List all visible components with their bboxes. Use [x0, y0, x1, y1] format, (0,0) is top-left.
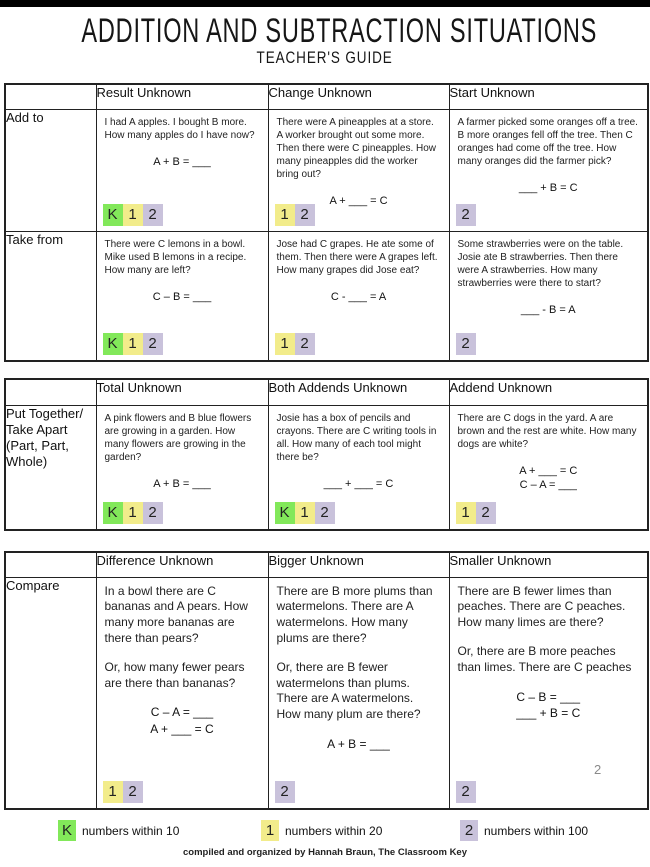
legend-item-2	[460, 820, 588, 841]
legend-label-1: numbers within 20	[285, 823, 383, 838]
cell-takefrom-start	[449, 231, 648, 361]
column-header-result-unknown: Result Unknown	[96, 84, 268, 109]
table-add-take	[4, 83, 649, 362]
grade-badges	[275, 204, 315, 226]
column-header-both-addends-unknown: Both Addends Unknown	[268, 379, 449, 405]
formula-block	[450, 181, 648, 196]
table-row-put-together	[5, 405, 648, 530]
row-label-put-together: Put Together/ Take Apart (Part, Part, Whole)	[5, 405, 96, 530]
problem-text: A pink flowers and B blue flowers are growing in a garden. How many flowers are growing in the garden?	[104, 412, 252, 463]
column-header-difference-unknown: Difference Unknown	[96, 552, 268, 577]
grade-badge-2: 2	[143, 502, 163, 524]
formula: ___ + B = C	[518, 181, 578, 194]
formula: A + B = ___	[153, 477, 211, 490]
formula: A + ___ = C	[519, 464, 578, 477]
table-row-take-from	[5, 231, 648, 361]
table-header-row	[5, 552, 648, 577]
problem-text: There are B fewer limes than peaches. There are C peaches. How many limes are there?	[457, 583, 626, 630]
table-put-together	[4, 378, 649, 531]
formula-block	[450, 303, 648, 318]
grade-badges	[275, 781, 295, 803]
formula: A + B = ___	[327, 737, 390, 752]
grade-badges	[103, 502, 163, 524]
row-label-take-from: Take from	[5, 231, 96, 361]
footer-credit: compiled and organized by Hannah Braun, The Classroom Key	[183, 847, 467, 858]
grade-badge-k: K	[103, 204, 123, 226]
column-header-bigger-unknown: Bigger Unknown	[268, 552, 449, 577]
grade-badge-2: 2	[295, 204, 315, 226]
formula-block	[450, 689, 648, 721]
subtitle-wrap	[0, 49, 650, 67]
problem-text: Jose had C grapes. He ate some of them. Then there were A grapes left. How many grapes did Jose eat?	[276, 238, 438, 276]
cell-puttogether-both-addends	[268, 405, 449, 530]
table-header-row	[5, 84, 648, 109]
grade-badges	[103, 333, 163, 355]
grade-badge-k: K	[275, 502, 295, 524]
cell-puttogether-total	[96, 405, 268, 530]
problem-text: There were A pineapples at a store. A worker brought out some more. Then there were C pineapples. How many pineapples did the worker bring out?	[276, 116, 437, 180]
column-header-addend-unknown: Addend Unknown	[449, 379, 648, 405]
grade-badges	[275, 333, 315, 355]
table-row-add-to	[5, 109, 648, 231]
grade-badge-2: 2	[456, 781, 476, 803]
formula: ___ - B = A	[520, 303, 576, 316]
legend-badge-1: 1	[261, 820, 279, 841]
column-header-change-unknown: Change Unknown	[268, 84, 449, 109]
table-compare	[4, 551, 649, 810]
title-wrap	[0, 11, 650, 50]
formula: C – A = ___	[150, 705, 214, 720]
problem-text: There are B more plums than watermelons. There are A watermelons. How many plums are there?	[276, 583, 433, 645]
cell-addto-start	[449, 109, 648, 231]
grade-badge-1: 1	[275, 204, 295, 226]
page-number: 2	[594, 762, 602, 777]
grade-badge-2: 2	[143, 333, 163, 355]
grade-badge-1: 1	[123, 502, 143, 524]
formula: C – A = ___	[519, 479, 577, 492]
formula-block	[97, 155, 268, 170]
formula: C – B = ___	[516, 689, 581, 704]
formula: ___ + B = C	[516, 705, 581, 720]
grade-badge-2: 2	[456, 333, 476, 355]
grade-badge-2: 2	[143, 204, 163, 226]
formula-block	[97, 290, 268, 305]
column-header-empty	[5, 552, 96, 577]
column-header-start-unknown: Start Unknown	[449, 84, 648, 109]
grade-badge-1: 1	[275, 333, 295, 355]
problem-text-alt: Or, there are B more peaches than limes. There are C peaches	[457, 643, 632, 674]
problem-text: Some strawberries were on the table. Josie ate B strawberries. Then there were A strawberries. How many strawberries were there to start?	[457, 238, 624, 289]
legend-item-k	[58, 820, 179, 841]
cell-addto-result	[96, 109, 268, 231]
grade-badges	[456, 502, 496, 524]
column-header-empty	[5, 84, 96, 109]
formula-block	[269, 477, 449, 492]
problem-text: In a bowl there are C bananas and A pears. How many more bananas are there than pears?	[104, 583, 248, 645]
cell-compare-bigger	[268, 577, 449, 809]
problem-text: There are C dogs in the yard. A are brown and the rest are white. How many dogs are white?	[457, 412, 637, 450]
grade-badge-2: 2	[123, 781, 143, 803]
row-label-compare: Compare	[5, 577, 96, 809]
formula-block	[450, 464, 648, 494]
table-header-row	[5, 379, 648, 405]
problem-text: I had A apples. I bought B more. How many apples do I have now?	[104, 116, 255, 141]
grade-badges	[103, 204, 163, 226]
cell-takefrom-result	[96, 231, 268, 361]
problem-text-alt: Or, how many fewer pears are there than bananas?	[104, 659, 245, 690]
cell-puttogether-addend	[449, 405, 648, 530]
formula-block	[269, 736, 449, 752]
problem-text: There were C lemons in a bowl. Mike used B lemons in a recipe. How many are left?	[104, 238, 247, 276]
grade-badge-1: 1	[103, 781, 123, 803]
grade-badges	[456, 781, 476, 803]
grade-badges	[456, 333, 476, 355]
cell-takefrom-change	[268, 231, 449, 361]
grade-badge-1: 1	[123, 333, 143, 355]
column-header-total-unknown: Total Unknown	[96, 379, 268, 405]
grade-badge-1: 1	[456, 502, 476, 524]
page-title: ADDITION AND SUBTRACTION SITUATIONS	[81, 11, 598, 50]
grade-badges	[103, 781, 143, 803]
grade-badge-1: 1	[295, 502, 315, 524]
legend-badge-k: K	[58, 820, 76, 841]
cell-compare-difference	[96, 577, 268, 809]
problem-text-alt: Or, there are B fewer watermelons than plums. There are A watermelons. How many plum are there?	[276, 659, 421, 722]
grade-badge-k: K	[103, 502, 123, 524]
grade-badge-1: 1	[123, 204, 143, 226]
grade-badges	[456, 204, 476, 226]
formula-block	[97, 704, 268, 736]
cell-addto-change	[268, 109, 449, 231]
table-row-compare	[5, 577, 648, 809]
formula: A + B = ___	[153, 155, 211, 168]
column-header-empty	[5, 379, 96, 405]
grade-badge-2: 2	[476, 502, 496, 524]
grade-badge-2: 2	[295, 333, 315, 355]
problem-text: Josie has a box of pencils and crayons. There are C writing tools in all. How many of each tool might there be?	[276, 412, 437, 463]
top-border-bar	[0, 0, 650, 7]
legend-label-k: numbers within 10	[82, 823, 180, 838]
legend-label-2: numbers within 100	[484, 823, 589, 838]
legend-item-1	[261, 820, 382, 841]
legend	[0, 820, 650, 844]
formula: C - ___ = A	[330, 290, 387, 303]
legend-badge-2: 2	[460, 820, 478, 841]
formula: A + ___ = C	[329, 194, 388, 207]
grade-badges	[275, 502, 335, 524]
problem-text: A farmer picked some oranges off a tree. B more oranges fell off the tree. Then C oranges had come off the tree. How many oranges did the farmer pick?	[457, 116, 638, 167]
grade-badge-2: 2	[456, 204, 476, 226]
grade-badge-2: 2	[275, 781, 295, 803]
row-label-add-to: Add to	[5, 109, 96, 231]
cell-compare-smaller	[449, 577, 648, 809]
column-header-smaller-unknown: Smaller Unknown	[449, 552, 648, 577]
page-subtitle: TEACHER'S GUIDE	[256, 49, 394, 68]
formula: ___ + ___ = C	[323, 477, 394, 490]
formula: C – B = ___	[152, 290, 212, 303]
formula: A + ___ = C	[150, 721, 214, 736]
formula-block	[269, 290, 449, 305]
grade-badge-k: K	[103, 333, 123, 355]
grade-badge-2: 2	[315, 502, 335, 524]
formula-block	[97, 477, 268, 492]
